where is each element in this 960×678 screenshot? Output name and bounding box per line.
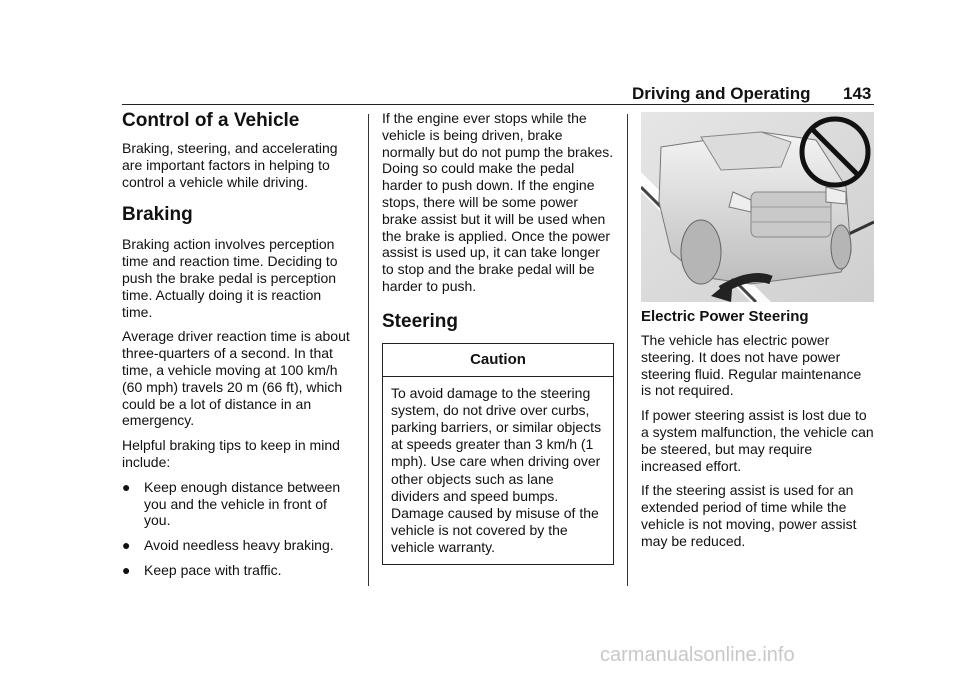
bullet-item (122, 537, 354, 554)
braking-paragraph-1: Braking action involves perception time and reaction time. Deciding to push the brake pedal is perception time. Actually doing it is reaction time. (122, 236, 338, 320)
column-divider-right (627, 114, 628, 586)
bullet-dot-icon: ● (122, 561, 131, 578)
column-3 (641, 308, 874, 558)
caution-title: Caution (383, 344, 613, 377)
column-1 (122, 110, 354, 587)
engine-stop-paragraph: If the engine ever stops while the vehicle is being driven, brake normally but do not pump the brakes. Doing so could make the pedal harder to push down. If the engine stops, there will be some power brake assist but it will be used when the brake is applied. Once the power assist is used up, it can take longer to stop and the brake pedal will be harder to push. (382, 110, 614, 294)
running-header-title: Driving and Operating (632, 84, 811, 103)
eps-paragraph-2: If power steering assist is lost due to a system malfunction, the vehicle can be steered, but may require increased effort. (641, 407, 874, 474)
bullet-text: Avoid needless heavy braking. (144, 537, 334, 554)
braking-paragraph-3: Helpful braking tips to keep in mind include: (122, 437, 340, 470)
caution-body: To avoid damage to the steering system, do not drive over curbs, parking barriers, or similar objects at speeds greater than 3 km/h (1 mph). Use care when driving over other objects such as lane dividers and speed bumps. Damage caused by misuse of the vehicle is not covered by the vehicle warranty. (391, 384, 602, 556)
truck-curb-illustration (641, 112, 874, 302)
watermark: carmanualsonline.info (600, 644, 795, 666)
intro-paragraph: Braking, steering, and accelerating are important factors in helping to control a vehicle while driving. (122, 140, 338, 190)
braking-heading: Braking (122, 204, 193, 226)
column-2 (382, 110, 614, 565)
bullet-text: Keep pace with traffic. (144, 561, 282, 578)
eps-heading: Electric Power Steering (641, 308, 809, 325)
bullet-dot-icon: ● (122, 478, 131, 495)
braking-paragraph-2: Average driver reaction time is about three-quarters of a second. In that time, a vehicle moving at 100 km/h (60 mph) travels 20 m (66 ft), which could be a lot of distance in an emergency. (122, 328, 350, 429)
bullet-item (122, 562, 354, 579)
caution-box (382, 343, 614, 565)
bullet-item (122, 479, 354, 529)
section-title: Control of a Vehicle (122, 110, 300, 131)
bullet-dot-icon: ● (122, 537, 131, 554)
steering-heading: Steering (382, 310, 459, 332)
eps-paragraph-1: The vehicle has electric power steering. It does not have power steering fluid. Regular maintenance is not required. (641, 332, 862, 399)
bullet-text: Keep enough distance between you and the vehicle in front of you. (144, 478, 341, 529)
eps-paragraph-3: If the steering assist is used for an extended period of time while the vehicle is not moving, power assist may be reduced. (641, 482, 857, 549)
header-rule (122, 104, 874, 105)
page-number: 143 (843, 84, 872, 103)
column-divider-left (368, 114, 369, 586)
